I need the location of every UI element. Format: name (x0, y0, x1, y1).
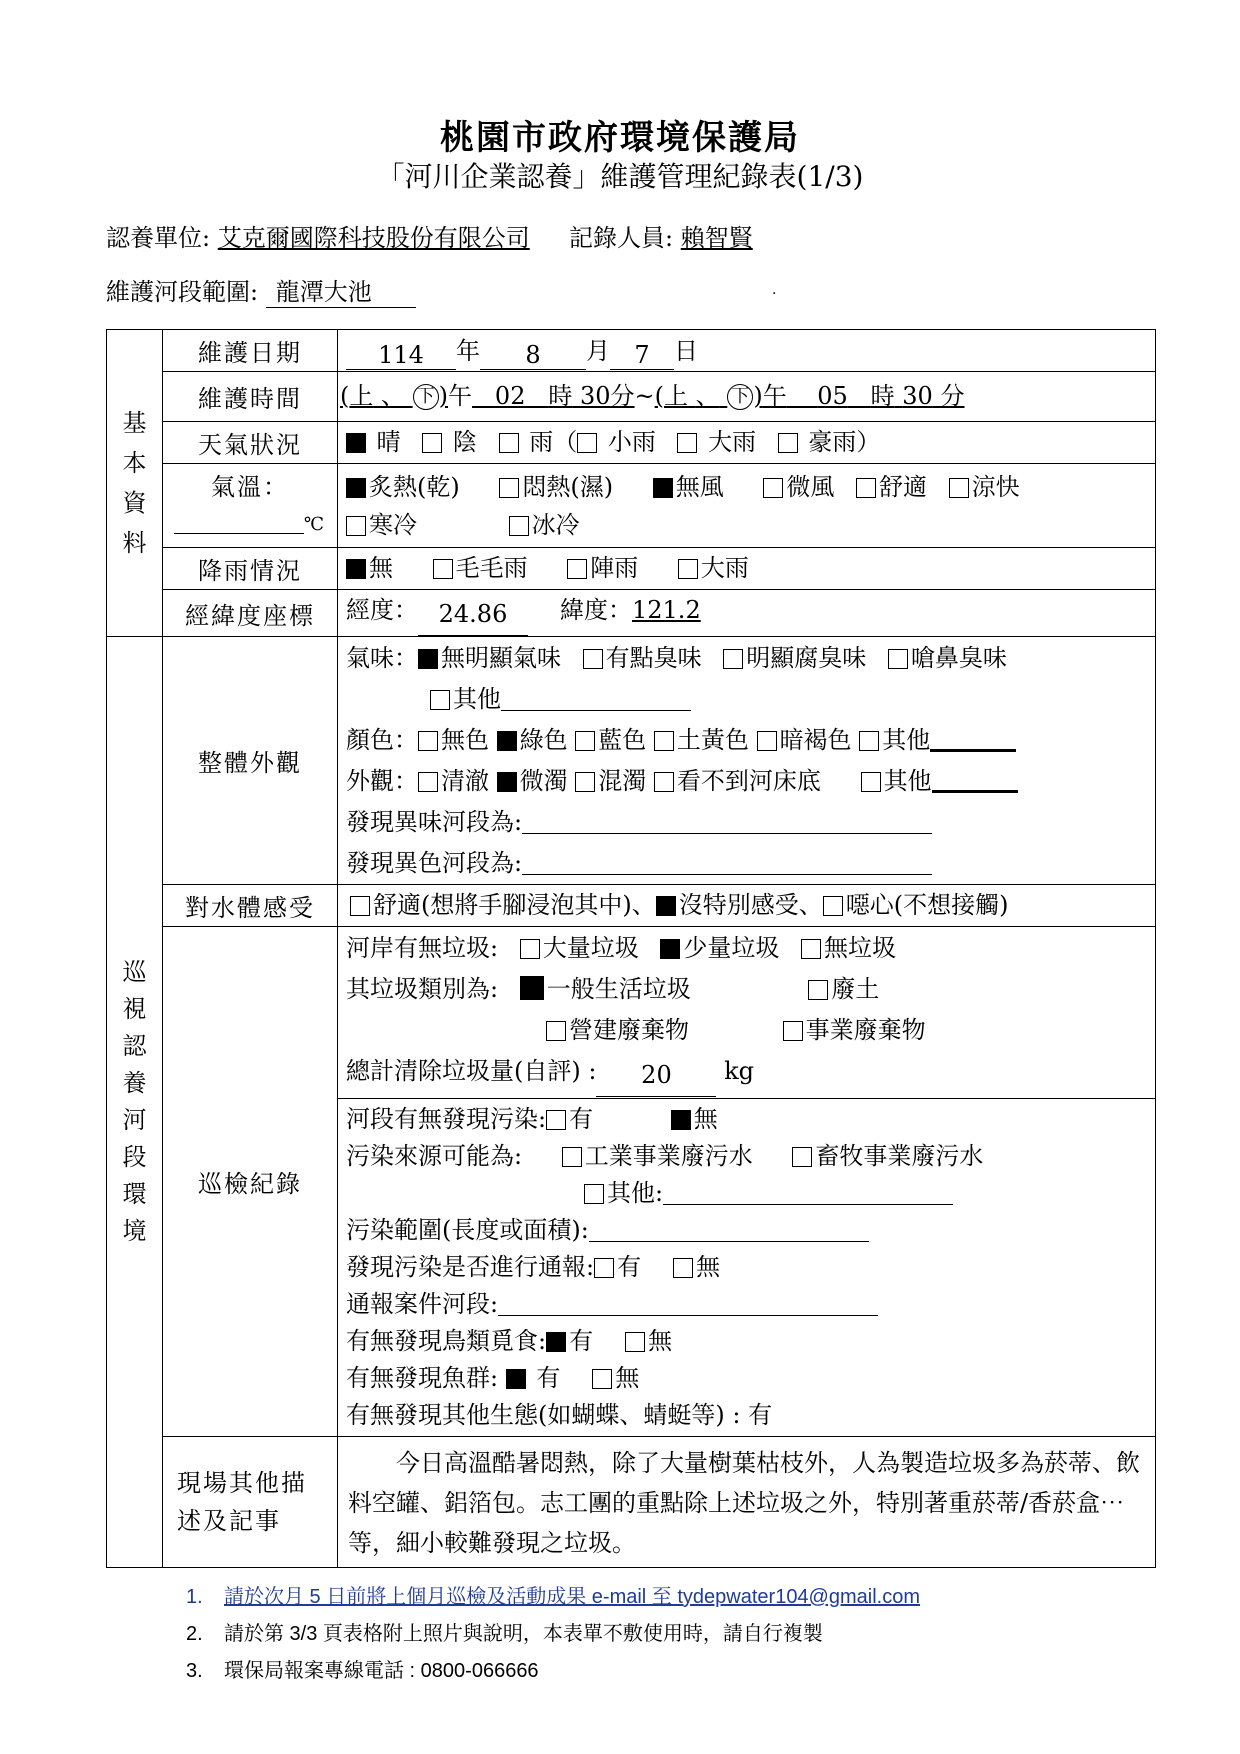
checkbox-clear[interactable] (418, 772, 438, 792)
checkbox-green[interactable] (497, 731, 517, 751)
range-info-line (106, 272, 416, 308)
checkbox-construction-waste[interactable] (546, 1021, 566, 1041)
date-day: 7 (610, 341, 674, 370)
checkbox-icy[interactable] (509, 516, 529, 536)
checkbox-birds-yes[interactable] (546, 1332, 566, 1352)
checkbox-color-other[interactable] (859, 731, 879, 751)
stray-dot: . (772, 282, 777, 298)
checkbox-slightly-turbid[interactable] (497, 772, 517, 792)
checkbox-source-industrial[interactable] (562, 1147, 582, 1167)
recorder-label: 記錄人員: (569, 224, 674, 252)
rain-label: 降雨情況 (163, 548, 338, 590)
form-subtitle: 「河川企業認養」維護管理紀錄表(1/3) (376, 160, 864, 193)
checkbox-feel-comfortable[interactable] (350, 896, 370, 916)
checkbox-pollution-no[interactable] (671, 1110, 691, 1130)
checkbox-sunny[interactable] (346, 433, 366, 453)
checkbox-cloudy[interactable] (422, 433, 442, 453)
trash-total-value: 20 (596, 1055, 716, 1097)
temperature-label: 氣溫： ℃ (163, 464, 338, 548)
checkbox-pollution-yes[interactable] (546, 1110, 566, 1130)
checkbox-trash-little[interactable] (660, 939, 680, 959)
weather-options: 晴 陰 雨（ 小雨 大雨 豪雨） (338, 422, 1156, 464)
footnote-1: 1. 請於次月 5 日前將上個月巡檢及活動成果 e-mail 至 tydepwater104@gmail.com (186, 1586, 920, 1608)
remarks-field (338, 1437, 1156, 1568)
checkbox-waste-soil[interactable] (808, 980, 828, 1000)
checkbox-odor-other[interactable] (430, 690, 450, 710)
checkbox-blue[interactable] (575, 731, 595, 751)
checkbox-industrial-waste[interactable] (783, 1021, 803, 1041)
range-value: 龍潭大池 (275, 278, 372, 306)
remarks-label: 現場其他描 述及記事 (163, 1437, 338, 1568)
checkbox-heavy-rainfall[interactable] (678, 559, 698, 579)
checkbox-turbid[interactable] (575, 772, 595, 792)
checkbox-no-odor[interactable] (418, 649, 438, 669)
checkbox-light-rain[interactable] (577, 433, 597, 453)
checkbox-fish-no[interactable] (592, 1369, 612, 1389)
odor-other-blank (501, 710, 691, 711)
adoption-unit-value: 艾克爾國際科技股份有限公司 (217, 224, 530, 252)
odor-section-blank (522, 833, 932, 834)
pollution-field: 河段有無發現污染: 有 無 污染來源可能為: 工業事業廢污水 畜牧事業廢污水 其他: 污染範圍(長度或面積): 發現污染是否進行通報: 有 無 通報案件河段: 有無發現鳥類覓食: 有 無 有無發現魚群: 有 無 有無發現其他生態(如蝴蝶、蜻蜓等) : 有 (338, 1099, 1156, 1437)
checkbox-source-other[interactable] (584, 1184, 604, 1204)
checkbox-heavy-rain[interactable] (677, 433, 697, 453)
source-other-blank (663, 1204, 953, 1205)
checkbox-no-rain[interactable] (346, 559, 366, 579)
latitude-value: 121.2 (632, 596, 701, 624)
checkbox-earth-yellow[interactable] (654, 731, 674, 751)
coordinates-label: 經緯度座標 (163, 590, 338, 637)
temperature-blank (174, 533, 304, 534)
checkbox-cool[interactable] (949, 478, 969, 498)
checkbox-household-trash[interactable] (520, 976, 544, 1000)
recorder-value: 賴智賢 (680, 224, 753, 252)
look-other-blank (932, 790, 1018, 793)
checkbox-trash-lots[interactable] (520, 939, 540, 959)
water-feeling-options: 舒適(想將手腳浸泡其中)、 沒特別感受、 噁心(不想接觸) (338, 885, 1156, 927)
checkbox-drizzle[interactable] (433, 559, 453, 579)
weather-label: 天氣狀況 (163, 422, 338, 464)
water-feeling-label: 對水體感受 (163, 885, 338, 927)
report-section-blank (498, 1315, 878, 1316)
pollution-range-blank (589, 1241, 869, 1242)
checkbox-breeze[interactable] (763, 478, 783, 498)
maintenance-form-table (106, 329, 1156, 1568)
trash-field: 河岸有無垃圾: 大量垃圾 少量垃圾 無垃圾 其垃圾類別為: 一般生活垃圾 廢土 營建廢棄物 事業廢棄物 總計清除垃圾量(自評) : 20 kg (338, 927, 1156, 1099)
checkbox-birds-no[interactable] (625, 1332, 645, 1352)
checkbox-feel-nothing[interactable] (656, 896, 676, 916)
adoption-unit-label: 認養單位: (106, 224, 211, 252)
category-patrol-environment: 巡 視 認 養 河 段 環 境 (107, 637, 163, 1568)
date-month: 8 (480, 341, 586, 370)
checkbox-cold[interactable] (346, 516, 366, 536)
checkbox-slight-odor[interactable] (583, 649, 603, 669)
time-field: (上 、 下 )午 02 時 30分~(上 、 下 )午 05 時 30 分 (338, 372, 1156, 422)
checkbox-hot-dry[interactable] (346, 478, 366, 498)
checkbox-source-livestock[interactable] (792, 1147, 812, 1167)
footnote-3: 3. 環保局報案專線電話 : 0800-066666 (186, 1660, 539, 1682)
color-section-blank (522, 874, 932, 875)
checkbox-feel-disgust[interactable] (823, 896, 843, 916)
pm-circled: 下 (413, 384, 439, 410)
date-label: 維護日期 (163, 330, 338, 372)
rain-options: 無 毛毛雨 陣雨 大雨 (338, 548, 1156, 590)
page-title: 桃園市政府環境保護局 (440, 118, 800, 158)
checkbox-rotten-odor[interactable] (723, 649, 743, 669)
remarks-text: 今日高溫酷暑悶熱，除了大量樹葉枯枝外，人為製造垃圾多為菸蒂、飲料空罐、鋁箔包。志工團的重點除上述垃圾之外，特別著重菸蒂/香菸盒⋯等，細小較難發現之垃圾。 (348, 1449, 1140, 1557)
pm-circled-2: 下 (727, 384, 753, 410)
checkbox-pungent-odor[interactable] (888, 649, 908, 669)
checkbox-report-yes[interactable] (594, 1258, 614, 1278)
footnote-2: 2. 請於第 3/3 頁表格附上照片與說明，本表單不敷使用時，請自行複製 (186, 1623, 823, 1645)
checkbox-colorless[interactable] (418, 731, 438, 751)
checkbox-hot-humid[interactable] (499, 478, 519, 498)
temperature-options: 炙熱(乾) 悶熱(濕) 無風 微風 舒適 涼快 寒冷 冰冷 (338, 464, 1156, 548)
checkbox-report-no[interactable] (673, 1258, 693, 1278)
date-field: 114 年 8 月 7 日 (338, 330, 1156, 372)
checkbox-no-riverbed[interactable] (654, 772, 674, 792)
checkbox-rain[interactable] (499, 433, 519, 453)
time-label: 維護時間 (163, 372, 338, 422)
checkbox-look-other[interactable] (861, 772, 881, 792)
color-other-blank (930, 749, 1016, 752)
range-value-field (266, 272, 416, 308)
date-year: 114 (346, 341, 456, 370)
checkbox-dark-brown[interactable] (757, 731, 777, 751)
category-basic-info: 基 本 資 料 (107, 330, 163, 637)
checkbox-comfortable[interactable] (856, 478, 876, 498)
longitude-value: 24.86 (418, 594, 528, 636)
checkbox-storm[interactable] (778, 433, 798, 453)
checkbox-shower[interactable] (567, 559, 587, 579)
appearance-label: 整體外觀 (163, 637, 338, 885)
inspection-label: 巡檢紀錄 (163, 927, 338, 1437)
checkbox-trash-none[interactable] (801, 939, 821, 959)
other-ecology-line: 有無發現其他生態(如蝴蝶、蜻蜓等) : 有 (346, 1401, 773, 1429)
coordinates-field: 經度： 24.86 緯度：121.2 (338, 590, 1156, 637)
adoption-info-line (106, 218, 753, 253)
checkbox-fish-yes[interactable] (506, 1369, 526, 1389)
range-label: 維護河段範圍: (106, 278, 259, 306)
checkbox-no-wind[interactable] (653, 478, 673, 498)
appearance-field: 氣味： 無明顯氣味 有點臭味 明顯腐臭味 嗆鼻臭味 其他 顏色： 無色 綠色 藍色 土黃色 暗褐色 其他 外觀： 清澈 微濁 混濁 看不到河床底 其他 發現異味河段為: 發現異色河段為: (338, 637, 1156, 885)
footnotes (186, 1580, 920, 1691)
